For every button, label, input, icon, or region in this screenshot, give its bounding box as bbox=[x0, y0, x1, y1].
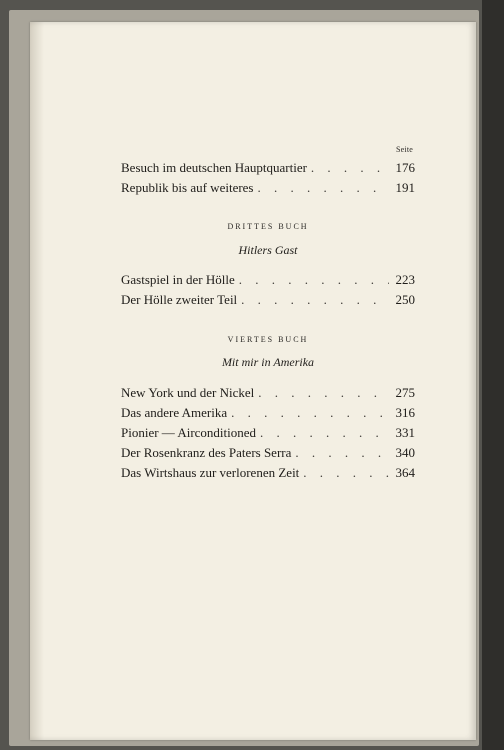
book-page bbox=[30, 22, 476, 740]
dot-leader bbox=[258, 385, 389, 401]
section-title: Mit mir in Amerika bbox=[221, 355, 315, 369]
dot-leader bbox=[239, 272, 389, 288]
dot-leader bbox=[258, 180, 390, 196]
toc-entry bbox=[121, 292, 415, 310]
toc-entry-title: Das Wirtshaus zur verlorenen Zeit bbox=[121, 465, 300, 480]
toc-entry bbox=[121, 465, 415, 483]
toc-entry-title: New York und der Nickel bbox=[121, 385, 255, 400]
toc-entry bbox=[121, 160, 415, 178]
dot-leader bbox=[295, 445, 389, 461]
dot-leader bbox=[231, 405, 389, 421]
toc-entry-title: Besuch im deutschen Hauptquartier bbox=[121, 160, 307, 175]
toc-entry-page: 176 bbox=[395, 160, 415, 175]
toc-entry-page: 364 bbox=[395, 465, 415, 480]
section-title: Hitlers Gast bbox=[238, 243, 298, 257]
toc-entry-page: 191 bbox=[395, 180, 415, 195]
toc-entry-page: 250 bbox=[395, 292, 415, 307]
toc-entry bbox=[121, 385, 415, 403]
toc-entry-title: Gastspiel in der Hölle bbox=[121, 272, 235, 287]
toc-entry-title: Der Hölle zweiter Teil bbox=[121, 292, 238, 307]
toc-entry bbox=[121, 180, 415, 198]
toc-entry-title: Das andere Amerika bbox=[121, 405, 228, 420]
toc-entry-title: Pionier — Airconditioned bbox=[121, 425, 257, 440]
toc-entry bbox=[121, 425, 415, 443]
toc-entry-page: 316 bbox=[395, 405, 415, 420]
page-column-header: Seite bbox=[396, 145, 413, 154]
toc-entry-page: 223 bbox=[395, 272, 415, 287]
toc-entry-page: 340 bbox=[395, 445, 415, 460]
section-label: DRITTES BUCH bbox=[227, 222, 309, 231]
toc-entry bbox=[121, 445, 415, 463]
toc-entry-title: Republik bis auf weiteres bbox=[121, 180, 254, 195]
toc-entry-title: Der Rosenkranz des Paters Serra bbox=[121, 445, 292, 460]
dot-leader bbox=[303, 465, 389, 481]
section-label: VIERTES BUCH bbox=[227, 335, 309, 344]
toc-entry-page: 275 bbox=[395, 385, 415, 400]
toc-entry bbox=[121, 272, 415, 290]
dot-leader bbox=[311, 160, 389, 176]
page-gutter-shadow bbox=[30, 22, 44, 740]
toc-entry-page: 331 bbox=[395, 425, 415, 440]
cover-edge bbox=[482, 0, 504, 750]
dot-leader bbox=[260, 425, 389, 441]
dot-leader bbox=[241, 292, 389, 308]
toc-entry bbox=[121, 405, 415, 423]
